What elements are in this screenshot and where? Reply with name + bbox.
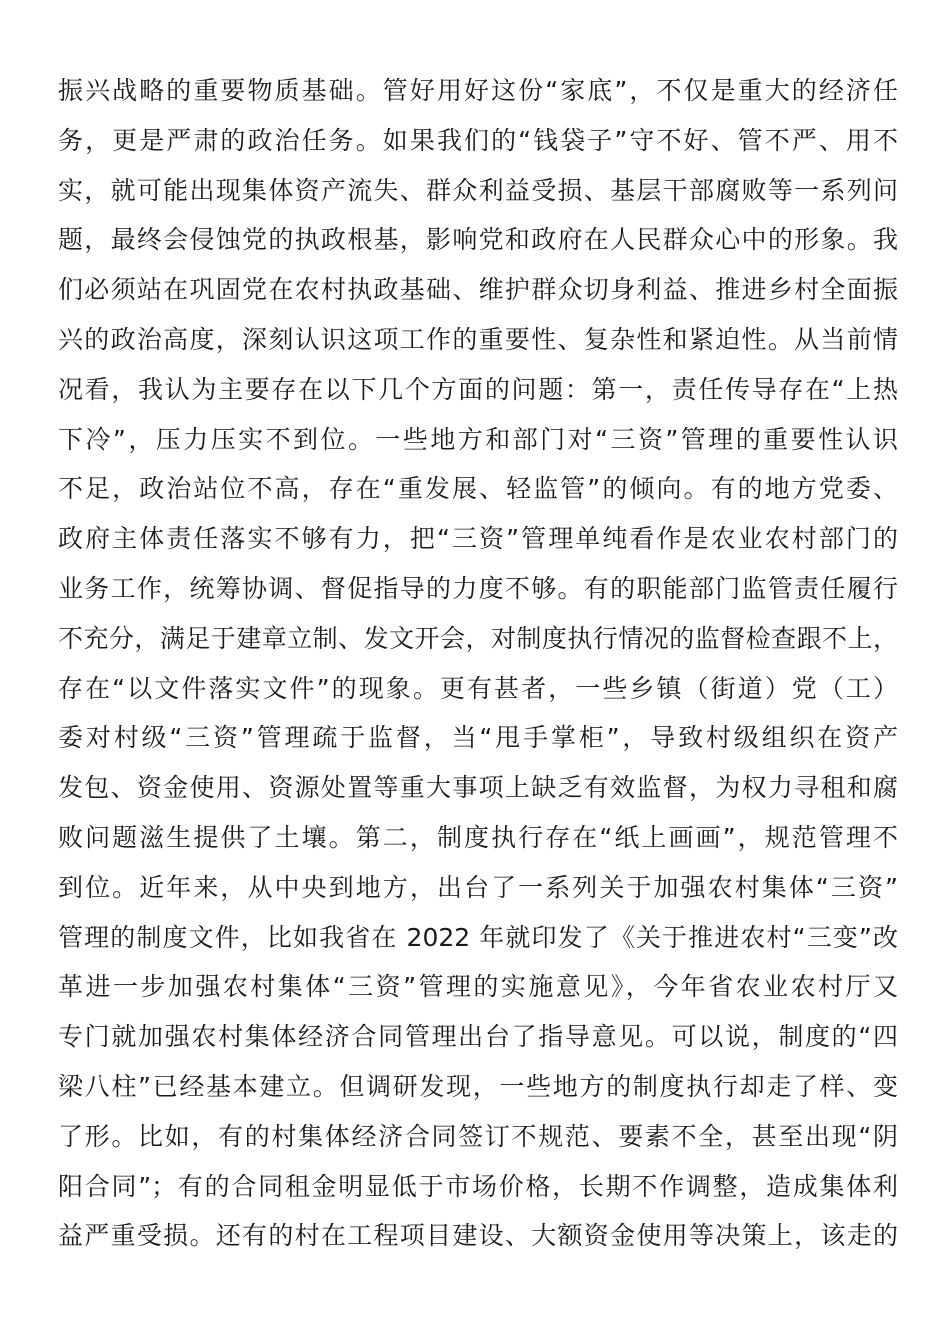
text-line: 到位。近年来，从中央到地方，出台了一系列关于加强农村集体“三资” — [58, 872, 898, 902]
text-line: 管理的制度文件，比如我省在 2022 年就印发了《关于推进农村“三变”改 — [58, 922, 898, 952]
text-line: 梁八柱”已经基本建立。但调研发现，一些地方的制度执行却走了样、变 — [58, 1071, 898, 1101]
text-line: 们必须站在巩固党在农村执政基础、维护群众切身利益、推进乡村全面振 — [58, 275, 898, 305]
text-line: 委对村级“三资”管理疏于监督，当“甩手掌柜”，导致村级组织在资产 — [58, 723, 898, 753]
text-line: 存在“以文件落实文件”的现象。更有甚者，一些乡镇（街道）党（工） — [58, 673, 898, 703]
body-text — [58, 66, 898, 1261]
text-line: 政府主体责任落实不够有力，把“三资”管理单纯看作是农业农村部门的 — [58, 524, 898, 554]
text-line: 益严重受损。还有的村在工程项目建设、大额资金使用等决策上，该走的 — [58, 1221, 898, 1251]
text-line: 不足，政治站位不高，存在“重发展、轻监管”的倾向。有的地方党委、 — [58, 474, 898, 504]
text-line: 兴的政治高度，深刻认识这项工作的重要性、复杂性和紧迫性。从当前情 — [58, 324, 898, 354]
text-line: 阳合同”；有的合同租金明显低于市场价格，长期不作调整，造成集体利 — [58, 1171, 898, 1201]
text-line: 况看，我认为主要存在以下几个方面的问题：第一，责任传导存在“上热 — [58, 374, 898, 404]
text-line: 业务工作，统筹协调、督促指导的力度不够。有的职能部门监管责任履行 — [58, 573, 898, 603]
text-line: 发包、资金使用、资源处置等重大事项上缺乏有效监督，为权力寻租和腐 — [58, 773, 898, 803]
text-line: 不充分，满足于建章立制、发文开会，对制度执行情况的监督检查跟不上， — [58, 623, 898, 653]
text-line: 了形。比如，有的村集体经济合同签订不规范、要素不全，甚至出现“阴 — [58, 1121, 898, 1151]
text-line: 败问题滋生提供了土壤。第二，制度执行存在“纸上画画”，规范管理不 — [58, 822, 898, 852]
text-line: 革进一步加强农村集体“三资”管理的实施意见》，今年省农业农村厅又 — [58, 972, 898, 1002]
text-line: 题，最终会侵蚀党的执政根基，影响党和政府在人民群众心中的形象。我 — [58, 225, 898, 255]
text-line: 专门就加强农村集体经济合同管理出台了指导意见。可以说，制度的“四 — [58, 1022, 898, 1052]
text-line: 务，更是严肃的政治任务。如果我们的“钱袋子”守不好、管不严、用不 — [58, 125, 898, 155]
text-line: 振兴战略的重要物质基础。管好用好这份“家底”，不仅是重大的经济任 — [58, 76, 898, 105]
text-line: 实，就可能出现集体资产流失、群众利益受损、基层干部腐败等一系列问 — [58, 175, 898, 205]
text-line: 下冷”，压力压实不到位。一些地方和部门对“三资”管理的重要性认识 — [58, 424, 898, 454]
